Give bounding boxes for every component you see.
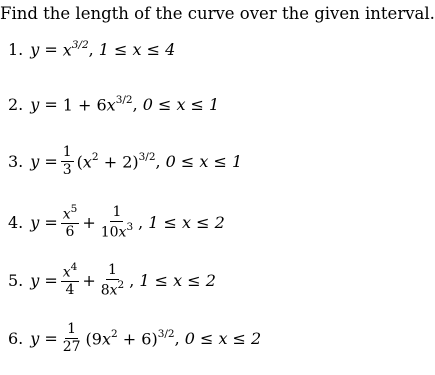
fraction-denominator: 4 [65,282,75,299]
interval: 1 ≤ x ≤ 4 [98,40,176,60]
separator-comma: , [174,328,180,348]
equation-lhs: y [30,271,40,291]
problem-4 [8,205,225,240]
fraction [61,322,83,354]
separator-comma: , [132,95,138,115]
separator-comma: , [138,213,144,233]
fraction-first [61,263,80,298]
separator-comma: , [155,151,161,171]
equation-lhs: y [30,40,40,60]
problem-number: 2. [8,95,24,115]
separator-comma: , [129,271,135,291]
problem-number: 5. [8,271,24,291]
fraction-numerator: 1 [62,144,72,160]
separator-comma: , [88,40,94,60]
fraction-first [61,205,80,240]
fraction-denominator: 6 [65,224,75,241]
equation-rhs: $1 + 6x^{3/2}$ [62,94,133,115]
equals-sign: = [44,271,58,291]
problem-number: 3. [8,151,24,171]
equals-sign: = [44,151,58,171]
equation-rhs: $x^{3/2}$ [62,39,89,60]
equation-rhs: $(9x^2 + 6)^{3/2}$ [85,327,175,348]
instruction-heading: Find the length of the curve over the given interval. [0,4,435,23]
equation-lhs: y [30,151,40,171]
plus-sign: + [82,213,96,233]
equation-lhs: y [30,95,40,115]
fraction-second [99,263,127,298]
problem-6 [8,322,261,354]
plus-sign: + [82,271,96,291]
equals-sign: = [44,328,58,348]
fraction-second [99,205,135,240]
interval: 0 ≤ x ≤ 2 [184,328,262,348]
problem-number: 4. [8,213,24,233]
problem-number: 1. [8,40,24,60]
equation-lhs: y [30,213,40,233]
equals-sign: = [44,213,58,233]
interval: 1 ≤ x ≤ 2 [148,213,225,233]
fraction-denominator: $10x^3$ [100,220,134,241]
interval: 0 ≤ x ≤ 1 [165,151,243,171]
problem-5 [8,263,216,298]
equation-rhs: $(x^2 + 2)^{3/2}$ [76,150,156,171]
fraction-numerator: $x^5$ [62,203,78,223]
problem-2 [8,95,219,114]
interval: 0 ≤ x ≤ 1 [142,95,220,115]
fraction-numerator: 1 [112,204,122,220]
fraction-denominator: 3 [62,161,72,178]
fraction [61,145,74,177]
equals-sign: = [44,40,58,60]
fraction-numerator: 1 [108,262,117,278]
fraction-denominator: 27 [62,338,81,355]
equation-lhs: y [30,328,40,348]
problem-1 [8,40,175,59]
fraction-numerator: $x^4$ [62,261,78,281]
problem-number: 6. [8,328,24,348]
interval: 1 ≤ x ≤ 2 [139,271,216,291]
problem-3 [8,145,242,177]
fraction-numerator: 1 [67,321,77,337]
fraction-denominator: $8x^2$ [100,278,125,299]
equals-sign: = [44,95,58,115]
